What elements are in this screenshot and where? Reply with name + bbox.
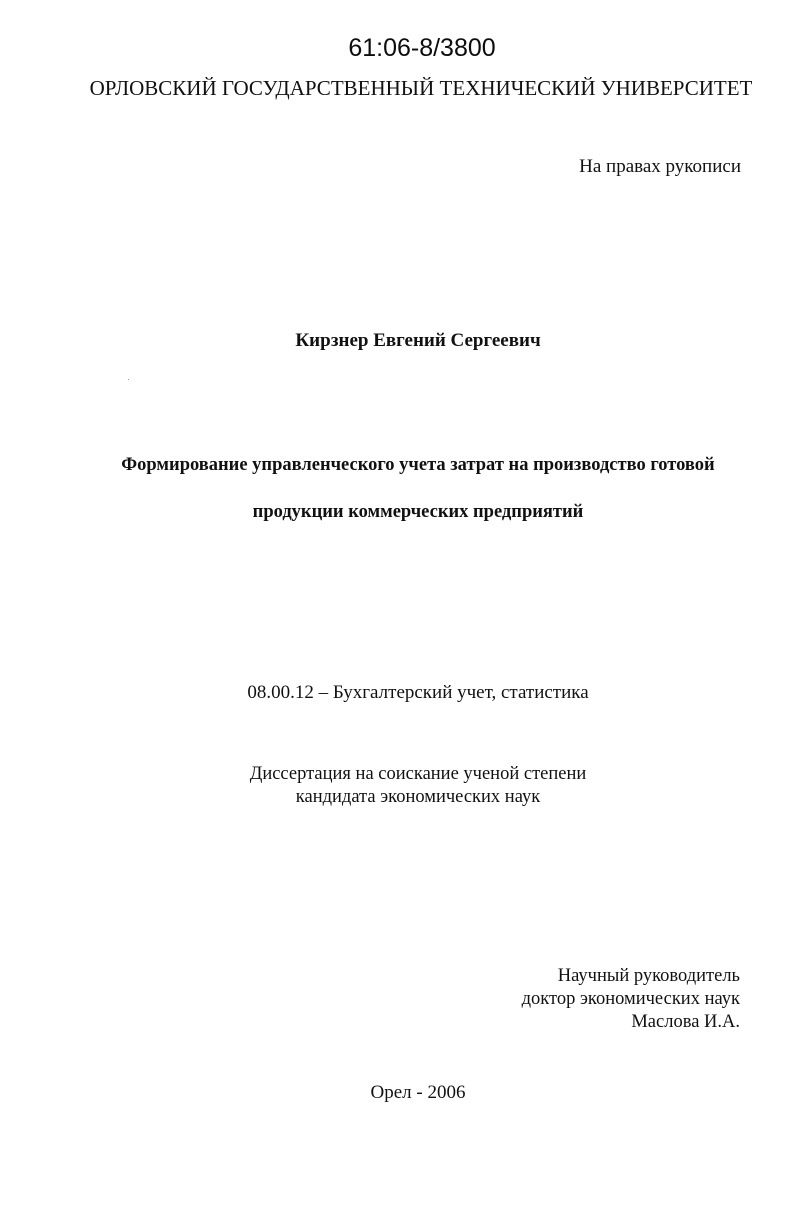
degree-line: Диссертация на соискание ученой степени [249,764,587,784]
degree-line: кандидата экономических наук [295,787,541,807]
author-name: Кирзнер Евгений Сергеевич [295,330,541,351]
supervisor-title: Научный руководитель [557,966,740,986]
supervisor-name: Маслова И.А. [631,1012,740,1032]
catalog-number: 61:06-8/3800 [348,34,496,62]
place-year: Орел - 2006 [370,1082,466,1103]
supervisor-degree: доктор экономических наук [521,989,740,1009]
dissertation-title-line: продукции коммерческих предприятий [252,502,584,522]
dissertation-title-line: Формирование управленческого учета затрат на производство готовой [121,455,715,475]
university-name: ОРЛОВСКИЙ ГОСУДАРСТВЕННЫЙ ТЕХНИЧЕСКИЙ УНИВЕРСИТЕТ [89,76,753,100]
manuscript-note: На правах рукописи [579,156,741,177]
scan-speck [128,379,129,380]
specialty-code: 08.00.12 – Бухгалтерский учет, статистика [247,682,589,703]
